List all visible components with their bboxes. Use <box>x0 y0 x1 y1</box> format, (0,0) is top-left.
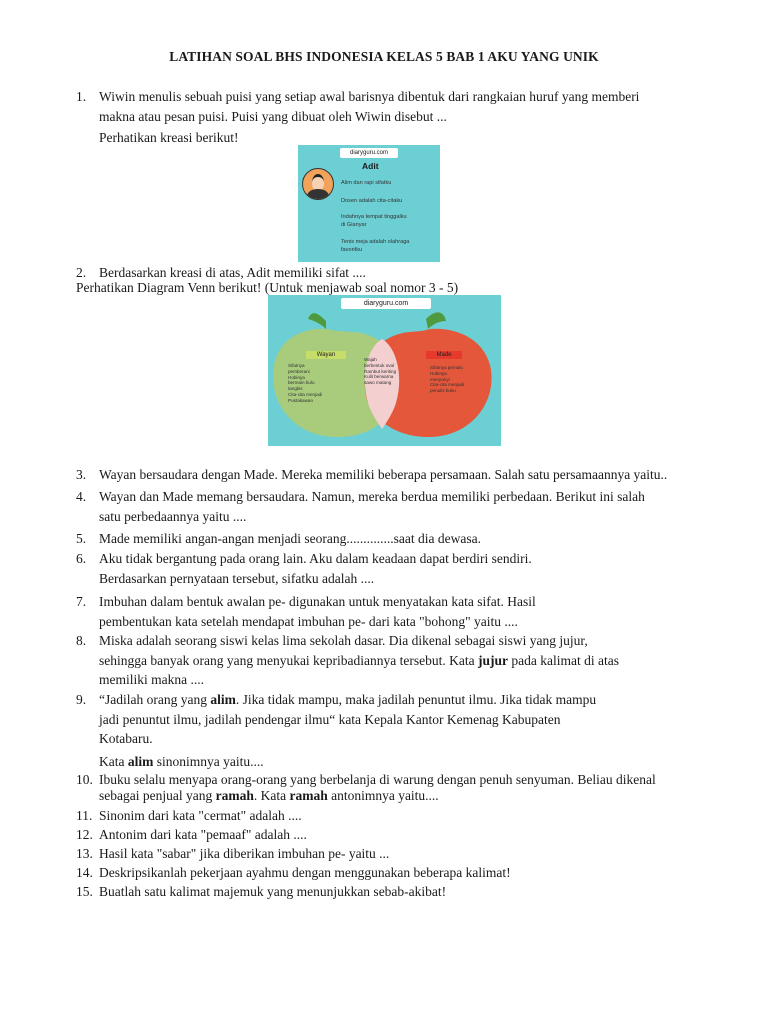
question-text: Hasil kata "sabar" jika diberikan imbuhan pe- yaitu ... <box>99 846 390 861</box>
acrostic-poem-image <box>298 145 440 262</box>
question-number: 4. <box>76 489 87 504</box>
question-12 <box>76 825 716 845</box>
question-text-line: Perhatikan kreasi berikut! <box>99 130 239 145</box>
poem-title: Adit <box>362 161 379 171</box>
venn-instruction: Perhatikan Diagram Venn berikut! (Untuk menjawab soal nomor 3 - 5) <box>76 280 459 295</box>
question-text-line: memiliki makna .... <box>99 672 204 687</box>
keyword-ramah: ramah <box>289 787 328 803</box>
question-6 <box>76 549 716 588</box>
venn-right-list: Sifatnya pemalu Hobinya menyanyi Cita-cita menjadi penulis buku <box>430 365 465 394</box>
question-number: 11. <box>76 808 93 823</box>
venn-right-label: Made <box>426 351 462 359</box>
question-10 <box>76 772 736 803</box>
keyword-alim: alim <box>127 753 154 769</box>
keyword-jujur: jujur <box>478 652 508 668</box>
avatar-illustration <box>302 168 334 200</box>
watermark-site: diaryguru.com <box>341 298 431 309</box>
question-text-line: Aku tidak bergantung pada orang lain. Aku dalam keadaan dapat berdiri sendiri. <box>99 551 532 566</box>
question-number: 2. <box>76 265 87 280</box>
question-number: 7. <box>76 594 87 609</box>
question-4 <box>76 487 716 526</box>
question-7 <box>76 592 716 631</box>
question-number: 5. <box>76 531 87 546</box>
question-text: Made memiliki angan-angan menjadi seorang..............saat dia dewasa. <box>99 531 482 546</box>
question-text-line: makna atau pesan puisi. Puisi yang dibuat oleh Wiwin disebut ... <box>99 108 447 124</box>
question-text-line: sehingga banyak orang yang menyukai kepribadiannya tersebut. Kata jujur pada kalimat di atas <box>99 652 619 668</box>
question-text-line: sebagai penjual yang ramah. Kata ramah antonimnya yaitu.... <box>99 787 439 803</box>
question-text-line: Wiwin menulis sebuah puisi yang setiap awal barisnya dibentuk dari rangkaian huruf yang memberi <box>99 89 640 104</box>
question-number: 14. <box>76 865 93 880</box>
page-title: LATIHAN SOAL BHS INDONESIA KELAS 5 BAB 1 AKU YANG UNIK <box>169 49 599 64</box>
question-15 <box>76 882 716 902</box>
question-9 <box>76 690 716 771</box>
question-number: 3. <box>76 467 87 482</box>
question-5 <box>76 529 716 549</box>
question-number: 12. <box>76 827 93 842</box>
question-13 <box>76 844 716 864</box>
question-text: Berdasarkan kreasi di atas, Adit memiliki sifat .... <box>99 265 366 280</box>
question-text: Deskripsikanlah pekerjaan ayahmu dengan menggunakan beberapa kalimat! <box>99 865 511 880</box>
question-text-line: Ibuku selalu menyapa orang-orang yang berbelanja di warung dengan penuh senyuman. Beliau dikenal <box>99 772 656 787</box>
question-text: Wayan bersaudara dengan Made. Mereka memiliki beberapa persamaan. Salah satu persamaannya yaitu.. <box>99 467 668 482</box>
question-text: Sinonim dari kata "cermat" adalah .... <box>99 808 302 823</box>
question-8 <box>76 631 716 690</box>
question-text: Buatlah satu kalimat majemuk yang menunjukkan sebab-akibat! <box>99 884 447 899</box>
question-number: 15. <box>76 884 93 899</box>
question-1 <box>76 87 716 148</box>
question-14 <box>76 863 716 883</box>
question-number: 6. <box>76 551 87 566</box>
keyword-ramah: ramah <box>215 787 254 803</box>
question-text-line: Miska adalah seorang siswi kelas lima sekolah dasar. Dia dikenal sebagai siswi yang jujur, <box>99 633 588 648</box>
question-number: 13. <box>76 846 93 861</box>
poem-line: Indahnya tempat tinggalku <box>341 214 407 220</box>
question-11 <box>76 806 716 826</box>
watermark-site: diaryguru.com <box>340 148 398 158</box>
venn-diagram-image <box>268 295 501 446</box>
venn-middle-list: Wajah berbentuk oval Rambut keriting Kulit berwarna sawo matang <box>364 357 397 386</box>
question-number: 8. <box>76 633 87 648</box>
keyword-alim: alim <box>210 692 236 707</box>
poem-line: Tenis meja adalah olahraga <box>341 239 410 245</box>
poem-line: di Gianyar <box>341 222 367 228</box>
question-text-line: Kata alim sinonimnya yaitu.... <box>99 753 264 769</box>
question-text-line: Berdasarkan pernyataan tersebut, sifatku adalah .... <box>99 570 375 586</box>
question-text-line: jadi penuntut ilmu, jadilah pendengar ilmu“ kata Kepala Kantor Kemenag Kabupaten <box>99 711 561 727</box>
poem-line: Alim dan rapi sifatku <box>341 180 392 186</box>
question-number: 10. <box>76 772 93 787</box>
question-text-line: Wayan dan Made memang bersaudara. Namun, mereka berdua memiliki perbedaan. Berikut ini salah <box>99 489 645 504</box>
venn-left-list: Sifatnya pemberani Hobinya bermain bulu tangkis Cita-cita menjadi Pustakawan <box>288 363 323 403</box>
poem-line: favoritku <box>341 247 363 253</box>
question-3 <box>76 465 736 485</box>
question-number: 9. <box>76 692 87 707</box>
venn-left-label: Wayan <box>306 351 346 359</box>
poem-line: Dosen adalah cita-citaku <box>341 198 403 204</box>
question-text-line: pembentukan kata setelah mendapat imbuhan pe- dari kata "bohong" yaitu .... <box>99 613 518 629</box>
question-text-line: Kotabaru. <box>99 731 153 746</box>
question-text-line: “Jadilah orang yang alim. Jika tidak mampu, maka jadilah penuntut ilmu. Jika tidak mampu <box>99 692 597 707</box>
question-text: Antonim dari kata "pemaaf" adalah .... <box>99 827 307 842</box>
question-number: 1. <box>76 89 87 104</box>
question-text-line: satu perbedaannya yaitu .... <box>99 508 247 524</box>
question-text-line: Imbuhan dalam bentuk awalan pe- digunakan untuk menyatakan kata sifat. Hasil <box>99 594 536 609</box>
